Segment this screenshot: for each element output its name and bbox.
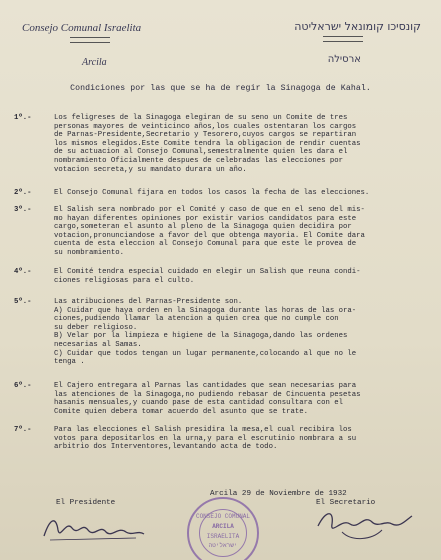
clause-number: 7º.-	[14, 426, 32, 434]
secretary-label: El Secretario	[316, 499, 376, 507]
ornament-rule	[70, 37, 110, 43]
ornament-rule-right	[323, 36, 363, 42]
clause-text: El Salish sera nombrado por el Comité y caso de que en el seno del mis- mo hayan diferentes opiniones por existir varios candidatos para este cargo,someteran el asunto al pleno de la Sinagoga quien decidira por votacion,pronunciandose a favor del que obtenga mayoria. El Comite dara cuenta de esta eleccion al Consejo Comunal para que este le provea de su nombramiento.	[54, 206, 365, 257]
secretary-signature	[312, 506, 417, 546]
city-name-spanish: Arcila	[82, 57, 107, 68]
clause-6	[14, 382, 429, 416]
clause-5	[14, 298, 429, 367]
president-signature	[40, 510, 150, 544]
stamp-text: CONSEJO COMUNAL	[195, 513, 250, 520]
stamp-text: ISRAELITA	[206, 533, 240, 540]
clause-text: Los feligreses de la Sinagoga elegiran de su seno un Comite de tres personas mayores de veinticinco años,los cuales ostentaran los cargos de Parnas-Presidente,Secretario y Tesorero,cuyos cargos se repartiran los mismos elegidos.Este Comite tendra la obligacion de rendir cuentas de su actuacion al Consejo Comunal,semestralmente quien les dara el nombramiento Oficialmente despues de celebradas las elecciones por votacion secreta,y su mandato durara un año.	[54, 114, 361, 174]
stamp-text: ARCILA	[212, 523, 234, 530]
clause-text: Para las elecciones el Salish presidira la mesa,el cual recibira los votos para depositarlos en la urna,y para el escrutinio nombrara a su arbitrio dos Interventores,levantando acta de todo.	[54, 426, 357, 452]
council-name-spanish: Consejo Comunal Israelita	[22, 22, 142, 34]
clause-number: 1º.-	[14, 114, 32, 122]
clause-1	[14, 114, 429, 174]
clause-text: El Comité tendra especial cuidado en elegir un Salish que reuna condi- ciones religiosas para el culto.	[54, 268, 361, 285]
president-label: El Presidente	[56, 499, 116, 507]
clause-number: 2º.-	[14, 189, 32, 197]
clause-number: 6º.-	[14, 382, 32, 390]
clause-text: Las atribuciones del Parnas-Presidente son. A) Cuidar que haya orden en la Sinagoga durante las horas de las ora- ciones,pudiendo llamar la atencion a quien crea que no cumple con su deber religioso. B) Velar por la limpieza e higiene de la Sinagoga,dando las ordenes necesarias al Samas. C) Cuidar que todos tengan un lugar permanente,colocando al que no le tenga .	[54, 298, 357, 367]
clause-text: El Cajero entregara al Parnas las cantidades que sean necesarias para las atenciones de la Sinagoga,no pudiendo rebasar de Cincuenta pesetas hasanis mensuales,y cuando pase de esta cantidad consultara con el Comite quien debera tomar acuerdo del asunto que se trate.	[54, 382, 361, 416]
clause-4	[14, 268, 429, 285]
stamp-text-hebrew: ישראליטה	[208, 542, 238, 549]
clause-number: 3º.-	[14, 206, 32, 214]
letterhead-right	[251, 20, 421, 65]
city-name-hebrew: ארסילה	[327, 54, 361, 65]
signature-date: Arcila 29 de Noviembre de 1932	[210, 490, 347, 498]
clause-2	[14, 189, 429, 198]
document-title: Condiciones por las que se ha de regir la Sinagoga de Kahal.	[70, 84, 371, 93]
clause-number: 4º.-	[14, 268, 32, 276]
letterhead-left	[22, 22, 172, 68]
council-name-hebrew: קונסיכו קומונאל ישראליטה	[294, 20, 421, 33]
clause-number: 5º.-	[14, 298, 32, 306]
council-stamp	[187, 497, 259, 560]
clause-7	[14, 426, 429, 452]
clause-3	[14, 206, 429, 258]
clause-text: El Consejo Comunal fijara en todos los casos la fecha de las elecciones.	[54, 189, 370, 197]
